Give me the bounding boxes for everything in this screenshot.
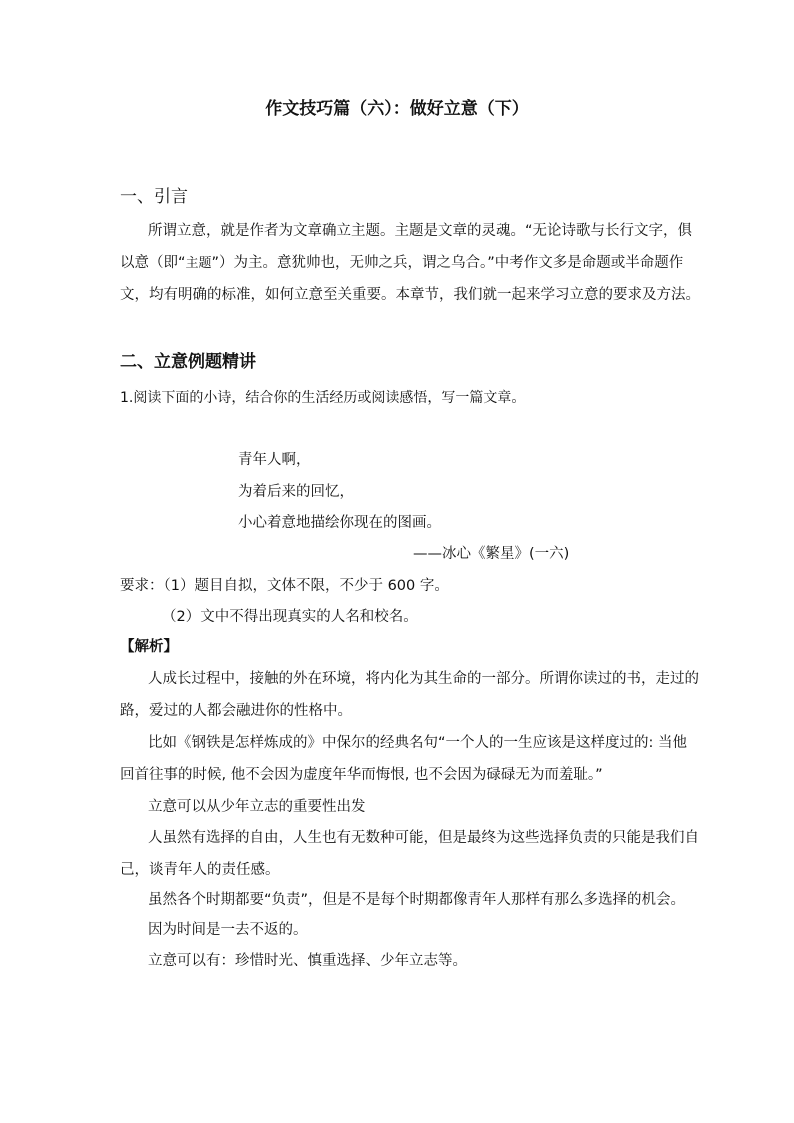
analysis-line: 立意可以从少年立志的重要性出发 <box>148 799 366 815</box>
poem-line: 为着后来的回忆， <box>238 484 354 500</box>
analysis-line: 己，谈青年人的责任感。 <box>120 862 280 878</box>
analysis-line: 人成长过程中，接触的外在环境，将内化为其生命的一部分。所谓你读过的书，走过的 <box>148 671 699 687</box>
analysis-line: 回首往事的时候, 他不会因为虚度年华而悔恨, 也不会因为碌碌无为而羞耻。” <box>120 767 603 783</box>
intro-text-small: 主题 <box>185 256 212 271</box>
poem-line: 小心着意地描绘你现在的图画。 <box>238 515 441 531</box>
section-heading-examples: 二、立意例题精讲 <box>120 352 256 372</box>
requirement-line: 要求：（1）题目自拟，文体不限，不少于 600 字。 <box>120 578 449 594</box>
analysis-line: 立意可以有：珍惜时光、慎重选择、少年立志等。 <box>148 953 467 969</box>
analysis-line: 因为时间是一去不返的。 <box>148 922 308 938</box>
analysis-line: 路，爱过的人都会融进你的性格中。 <box>120 703 352 719</box>
analysis-line: 人虽然有选择的自由，人生也有无数种可能，但是最终为这些选择负责的只能是我们自 <box>148 830 699 846</box>
intro-paragraph-line-3: 文，均有明确的标准，如何立意至关重要。本章节，我们就一起来学习立意的要求及方法。 <box>120 287 700 303</box>
intro-paragraph-line-1: 所谓立意，就是作者为文章确立主题。主题是文章的灵魂。“无论诗歌与长行文字，俱 <box>148 223 693 239</box>
poem-attribution: ——冰心《繁星》(一六) <box>413 546 570 562</box>
question-text: 1.阅读下面的小诗，结合你的生活经历或阅读感悟，写一篇文章。 <box>120 390 526 406</box>
analysis-label: 【解析】 <box>120 639 178 655</box>
analysis-line: 比如《钢铁是怎样炼成的》中保尔的经典名句“一个人的一生应该是这样度过的: 当他 <box>148 735 688 751</box>
intro-text: 以意（即“ <box>120 255 186 271</box>
intro-text: ”）为主。意犹帅也，无帅之兵，谓之乌合。”中考作文多是命题或半命题作 <box>211 255 684 271</box>
section-heading-intro: 一、引言 <box>120 187 188 207</box>
intro-paragraph-line-2 <box>120 253 683 274</box>
analysis-line: 虽然各个时期都要“负责”，但是不是每个时期都像青年人那样有那么多选择的机会。 <box>148 892 686 908</box>
requirement-line: （2）文中不得出现真实的人名和校名。 <box>162 609 418 625</box>
page-title: 作文技巧篇（六）：做好立意（下） <box>265 99 529 119</box>
poem-line: 青年人啊， <box>238 452 311 468</box>
